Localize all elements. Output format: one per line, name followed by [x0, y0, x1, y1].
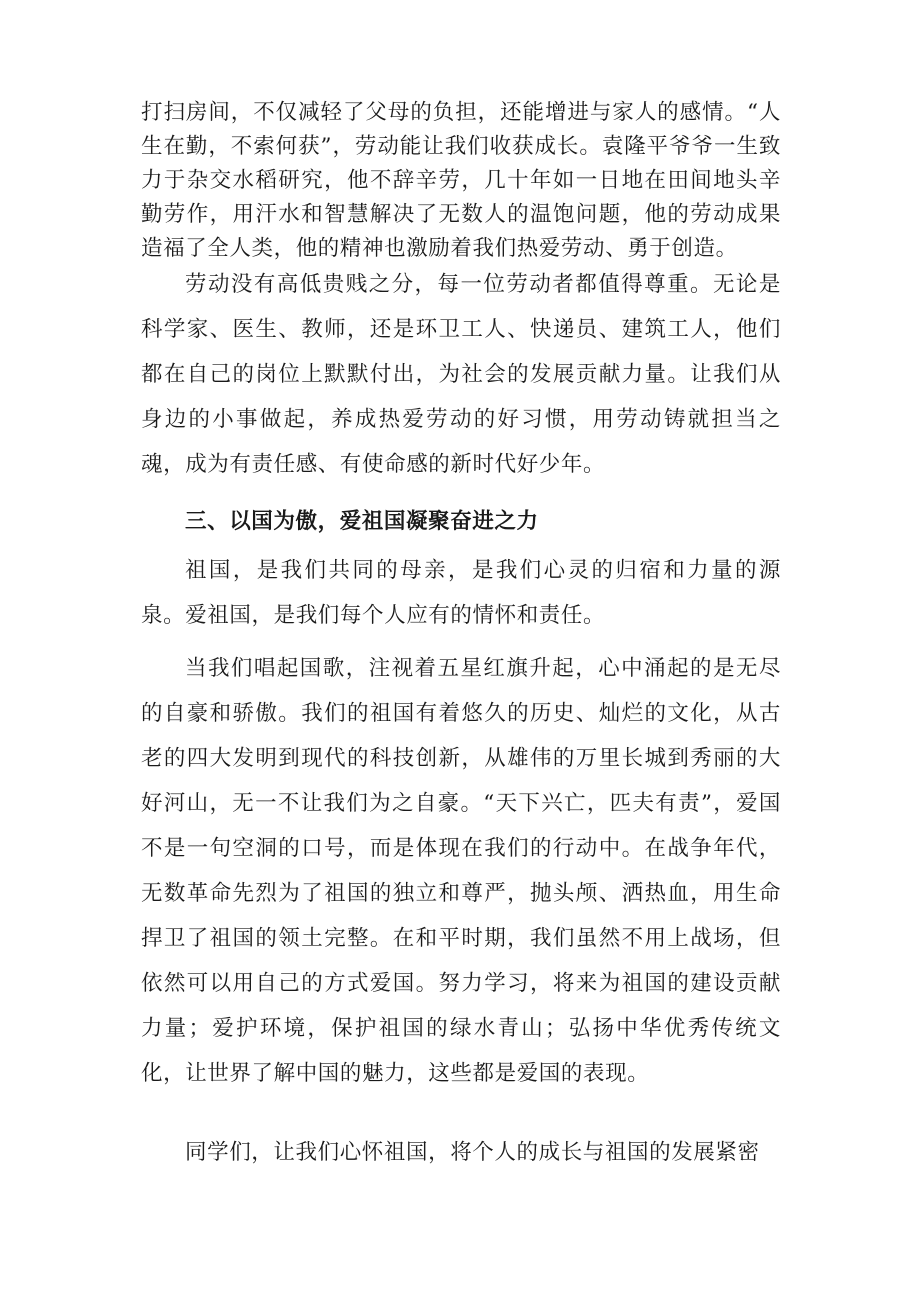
paragraph-patriotism: 当我们唱起国歌，注视着五星红旗升起，心中涌起的是无尽的自豪和骄傲。我们的祖国有着悠久的历史、灿烂的文化，从古老的四大发明到现代的科技创新，从雄伟的万里长城到秀丽的大好河山，无一不让我们为之自豪。“天下兴亡，匹夫有责”，爱国不是一句空洞的口号，而是体现在我们的行动中。在战争年代，无数革命先烈为了祖国的独立和尊严，抛头颅、洒热血，用生命捍卫了祖国的领土完整。在和平时期，我们虽然不用上战场，但依然可以用自己的方式爱国。努力学习，将来为祖国的建设贡献力量；爱护环境，保护祖国的绿水青山；弘扬中华优秀传统文化，让世界了解中国的魅力，这些都是爱国的表现。	[141, 656, 781, 1086]
paragraph-labor-respect: 劳动没有高低贵贱之分，每一位劳动者都值得尊重。无论是科学家、医生、教师，还是环卫工人、快递员、建筑工人，他们都在自己的岗位上默默付出，为社会的发展贡献力量。让我们从身边的小事做起，养成热爱劳动的好习惯，用劳动铸就担当之魂，成为有责任感、有使命感的新时代好少年。	[141, 272, 781, 477]
section-heading: 三、以国为傲，爱祖国凝聚奋进之力	[185, 509, 539, 534]
paragraph-motherland-intro: 祖国，是我们共同的母亲，是我们心灵的归宿和力量的源泉。爱祖国，是我们每个人应有的情怀和责任。	[141, 558, 781, 628]
paragraph-labor-growth: 打扫房间，不仅减轻了父母的负担，还能增进与家人的感情。“人生在勤，不索何获”，劳动能让我们收获成长。袁隆平爷爷一生致力于杂交水稻研究，他不辞辛劳，几十年如一日地在田间地头辛勤劳作，用汗水和智慧解决了无数人的温饱问题，他的劳动成果造福了全人类，他的精神也激励着我们热爱劳动、勇于创造。	[141, 100, 781, 261]
paragraph-closing: 同学们，让我们心怀祖国，将个人的成长与祖国的发展紧密	[185, 1140, 760, 1165]
